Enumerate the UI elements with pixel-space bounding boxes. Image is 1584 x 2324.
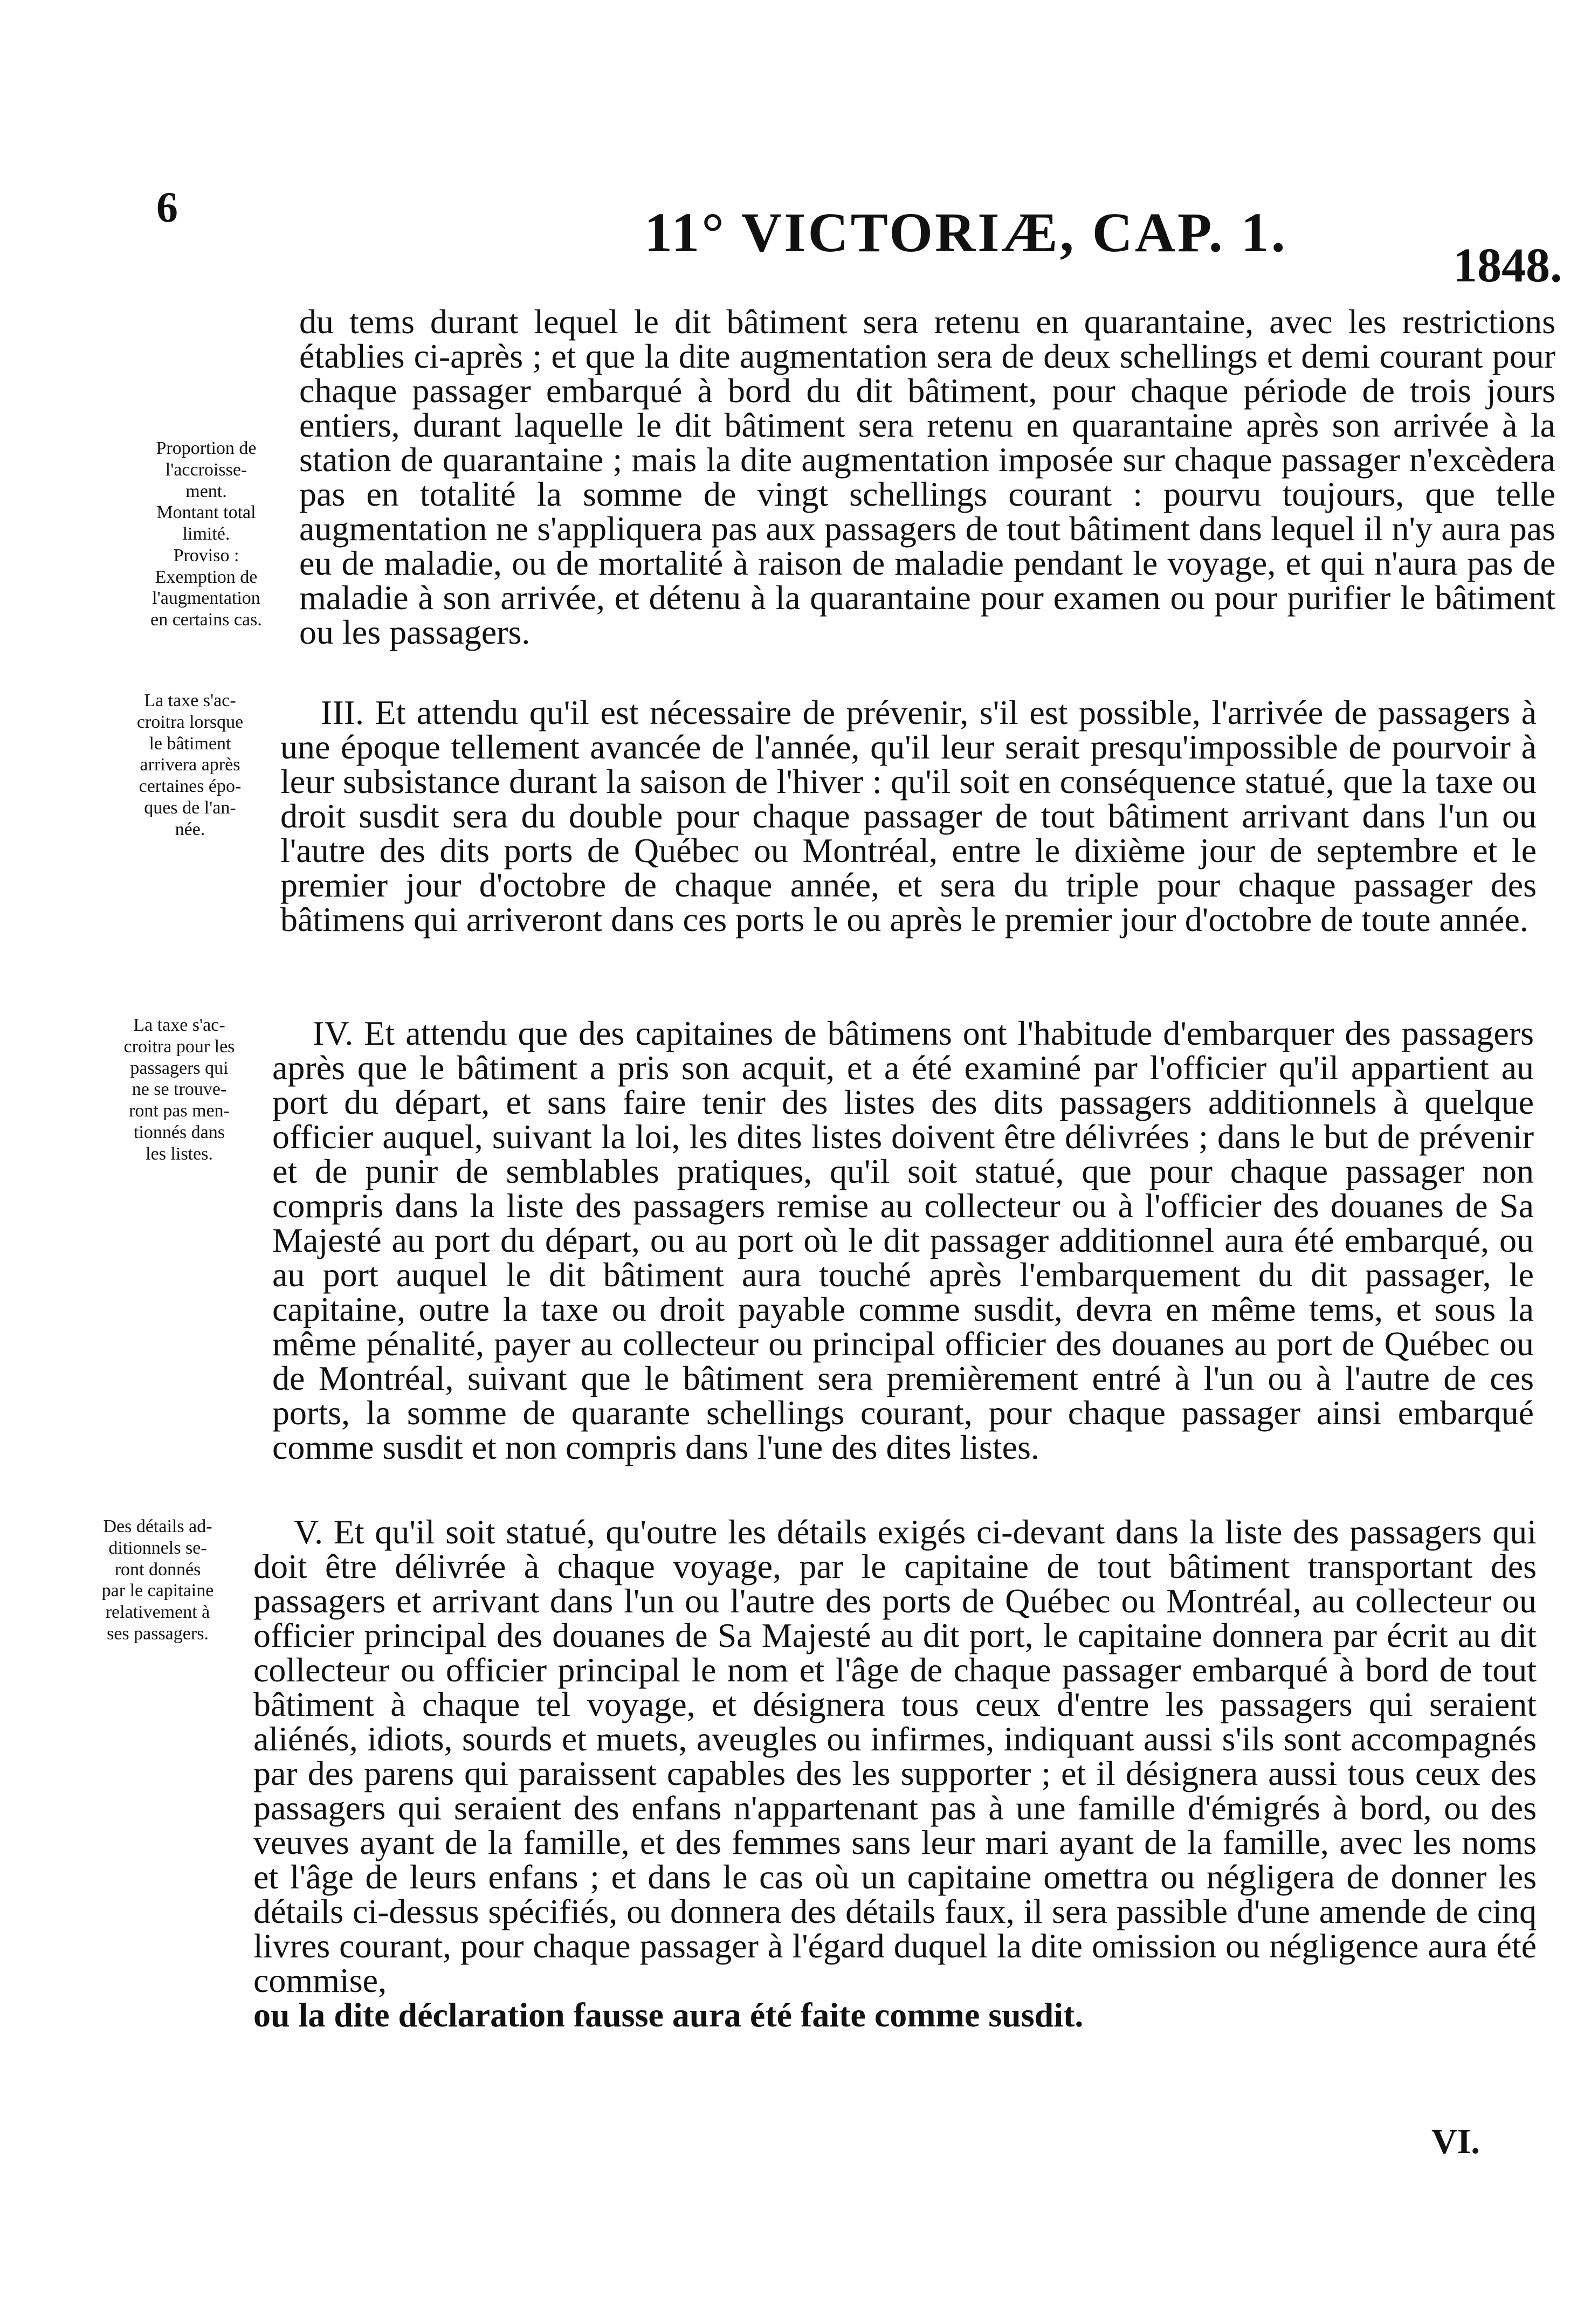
margin-note-line: Exemption de [155,567,258,587]
margin-note-line: certaines épo- [139,776,242,797]
section-iv [272,1016,1534,1465]
margin-note-line: ront donnés [114,1559,201,1580]
margin-note-line: ques de l'an- [144,797,236,818]
header-year: 1848. [1453,239,1562,292]
margin-note-line: le bâtiment [149,733,231,754]
section-iii [280,695,1537,937]
margin-note-line: croitra pour les [123,1036,235,1057]
margin-note-line: limité. [182,524,230,544]
margin-note-line: tionnés dans [133,1122,225,1142]
margin-note-line: arrivera après [140,755,240,775]
margin-note-line: l'augmentation [152,588,260,609]
margin-note-line: les listes. [146,1143,213,1164]
margin-note-line: l'accroisse- [165,459,247,480]
margin-note-line: ditionnels se- [108,1537,207,1558]
paragraph-text: IV. Et attendu que des capitaines de bâtimens ont l'habitude d'embarquer des passagers après que le bâtiment a pris son acquit, et a été examiné par l'officier qu'il appartient au port du départ, et sans faire tenir des listes des dits passagers additionnels à quelque officier auquel, suivant la loi, les dites listes doivent être délivrées ; dans le but de prévenir et de punir de semblables pratiques, qu'il soit statué, que pour chaque passager non compris dans la liste des passagers remise au collecteur ou à l'officier des douanes de Sa Majesté au port du départ, ou au port où le dit passager additionnel aura été embarqué, ou au port auquel le dit bâtiment aura touché après l'embarquement du dit passager, le capitaine, outre la taxe ou droit payable comme susdit, devra en même tems, et sous la même pénalité, payer au collecteur ou principal officier des douanes au port de Québec ou de Montréal, suivant que le bâtiment sera premièrement entré à l'un ou à l'autre de ces ports, la somme de quarante schellings courant, pour chaque passager ainsi embarqué comme susdit et non compris dans l'une des dites listes. [272,1014,1534,1466]
margin-note-late-season [119,690,261,840]
paragraph-text: V. Et qu'il soit statué, qu'outre les détails exigés ci-devant dans la liste des passagers qui doit être délivrée à chaque voyage, par le capitaine de tout bâtiment transportant des passagers et arrivant dans l'un ou l'autre des ports de Québec ou Montréal, au collecteur ou officier principal des douanes de Sa Majesté au dit port, le capitaine donnera par écrit au dit collecteur ou officier principal le nom et l'âge de chaque passager embarqué à bord de tout bâtiment à chaque tel voyage, et désignera tous ceux d'entre les passagers qui seraient aliénés, idiots, sourds et muets, aveugles ou infirmes, indiquant aussi s'ils sont accompagnés par des parens qui paraissent capables des les supporter ; et il désignera aussi tous ceux des passagers qui seraient des enfans n'appartenant pas à une famille d'émigrés à bord, ou des veuves ayant de la famille, et des femmes sans leur mari ayant de la famille, avec les noms et l'âge de leurs enfans ; et dans le cas où un capitaine omettra ou négligera de donner les détails ci-dessus spécifiés, ou donnera des détails faux, il sera passible d'une amende de cinq livres courant, pour chaque passager à l'égard duquel la dite omission ou négligence aura été commise, [253,1513,1537,1999]
margin-note-proportion [135,438,278,631]
section-v [253,1515,1537,2032]
margin-note-line: relativement à [105,1602,210,1623]
paragraph-text: du tems durant lequel le dit bâtiment sera retenu en quarantaine, avec les restrictions établies ci-après ; et que la dite augmentation sera de deux schellings et demi courant pour chaque passager embarqué à bord du dit bâtiment, pour chaque période de trois jours entiers, durant laquelle le dit bâtiment sera retenu en quarantaine après son arrivée à la station de quarantaine ; mais la dite augmentation imposée sur chaque passager n'excèdera pas en totalité la somme de vingt schellings courant : pourvu toujours, que telle augmentation ne s'appliquera pas aux passagers de tout bâtiment dans lequel il n'y aura pas eu de maladie, ou de mortalité à raison de maladie pendant le voyage, et qui n'aura pas de maladie à son arrivée, et détenu à la quarantaine pour examen ou pour purifier le bâtiment ou les passagers. [299,302,1555,651]
margin-note-line: croitra lorsque [136,712,244,732]
margin-note-line: ront pas men- [129,1101,230,1121]
page-number: 6 [156,184,178,231]
paragraph-text: III. Et attendu qu'il est nécessaire de prévenir, s'il est possible, l'arrivée de passagers à une époque tellement avancée de l'année, qu'il leur serait presqu'impossible de pourvoir à leur subsistance durant la saison de l'hiver : qu'il soit en conséquence statué, que la taxe ou droit susdit sera du double pour chaque passager de tout bâtiment arrivant dans l'un ou l'autre des dits ports de Québec ou Montréal, entre le dixième jour de septembre et le premier jour d'octobre de chaque année, et sera du triple pour chaque passager des bâtimens qui arriveront dans ces ports le ou après le premier jour d'octobre de toute année. [280,693,1537,939]
margin-note-line: ne se trouve- [132,1079,227,1100]
margin-note-line: Montant total [156,502,256,523]
margin-note-line: La taxe s'ac- [144,691,236,711]
margin-note-unlisted-passengers [108,1015,251,1164]
margin-note-line: en certains cas. [150,610,262,630]
margin-note-line: La taxe s'ac- [133,1015,225,1035]
running-title: 11° VICTORIÆ, CAP. 1. [644,202,1287,264]
margin-note-line: Proviso : [173,545,239,566]
paragraph-continuation [299,302,1555,651]
margin-note-line: Des détails ad- [103,1516,212,1536]
margin-note-line: Proportion de [156,438,257,458]
margin-note-line: par le capitaine [101,1581,214,1601]
catchword: VI. [1431,2122,1480,2161]
margin-note-additional-details [86,1516,229,1645]
margin-note-line: ment. [185,481,227,501]
margin-note-line: née. [175,819,205,839]
paragraph-text-final-line: ou la dite déclaration fausse aura été faite comme susdit. [253,1996,1084,2034]
margin-note-line: passagers qui [130,1058,229,1078]
margin-note-line: ses passagers. [107,1623,209,1644]
